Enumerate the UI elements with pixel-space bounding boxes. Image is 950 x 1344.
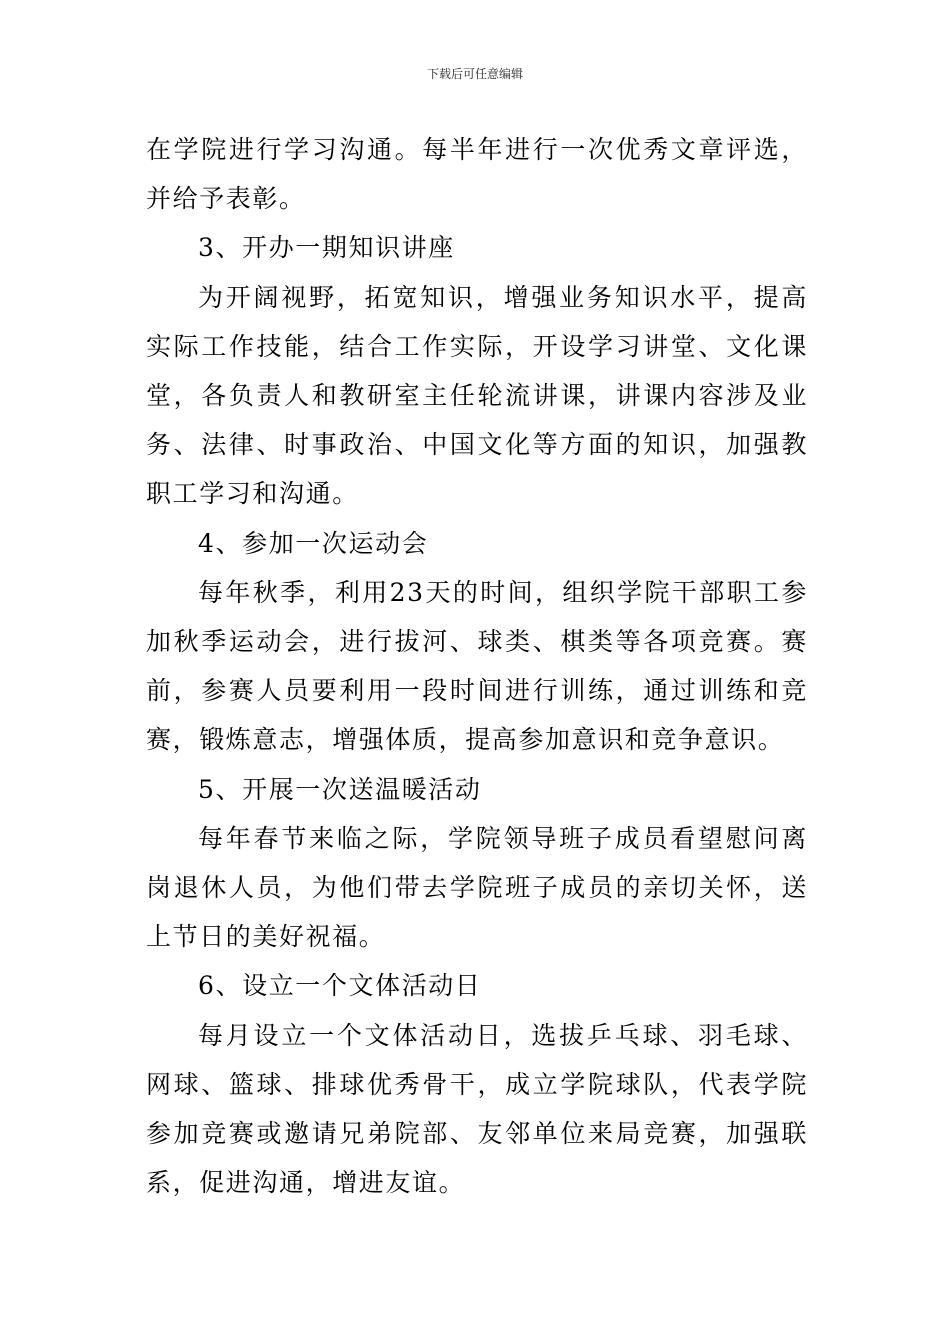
section-heading-5: 5、开展一次送温暖活动 [198,774,482,804]
section-heading-3: 3、开办一期知识讲座 [198,233,455,263]
paragraph-lecture: 为开阔视野，拓宽知识，增强业务知识水平，提高实际工作技能，结合工作实际，开设学习讲堂、文化课堂，各负责人和教研室主任轮流讲课，讲课内容涉及业务、法律、时事政治、中国文化等方面的知识，加强教职工学习和沟通。 [146,282,808,509]
paragraph-sports-meet: 每年秋季，利用23天的时间，组织学院干部职工参加秋季运动会，进行拔河、球类、棋类等各项竞赛。赛前，参赛人员要利用一段时间进行训练，通过训练和竞赛，锻炼意志，增强体质，提高参加意识和竞争意识。 [146,577,808,755]
paragraph-activity-day: 每月设立一个文体活动日，选拔乒乓球、羽毛球、网球、篮球、排球优秀骨干，成立学院球队，代表学院参加竞赛或邀请兄弟院部、友邻单位来局竞赛，加强联系，促进沟通，增进友谊。 [146,1020,808,1198]
document-body [146,125,808,1207]
section-heading-4: 4、参加一次运动会 [198,528,429,558]
page-header-note: 下载后可任意编辑 [426,67,523,81]
paragraph-warmth: 每年春节来临之际，学院领导班子成员看望慰问离岗退休人员，为他们带去学院班子成员的亲切关怀，送上节日的美好祝福。 [146,823,808,952]
paragraph-continuation: 在学院进行学习沟通。每半年进行一次优秀文章评选，并给予表彰。 [146,135,808,214]
section-heading-6: 6、设立一个文体活动日 [198,971,482,1001]
